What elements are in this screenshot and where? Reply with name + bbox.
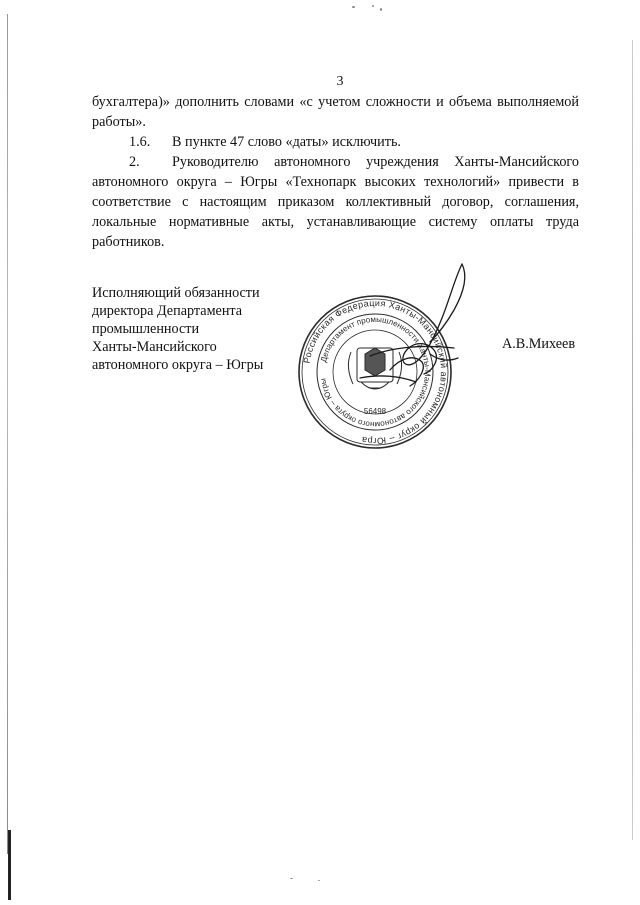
- item-text: Руководителю автономного учреждения Ханты-Мансийского автономного округа – Югры «Технопарк высоких технологий» привести в соответствие с настоящим приказом коллективный договор, соглашения, локальные нормативные акты, устанавливающие систему оплаты труда работников.: [92, 154, 579, 250]
- paragraph-continuation: бухгалтера)» дополнить словами «с учетом сложности и объема выполняемой работы».: [92, 94, 579, 130]
- signatory-position-line: директора Департамента: [92, 303, 243, 319]
- paragraph-item-2: [92, 152, 579, 252]
- signatory-position-line: автономного округа – Югры: [92, 357, 264, 373]
- scan-edge-bar: [8, 830, 11, 900]
- item-number: 2.: [129, 154, 140, 170]
- signatory-position-line: промышленности: [92, 321, 200, 337]
- signer-name: А.В.Михеев: [502, 336, 576, 352]
- signatory-position: [92, 284, 292, 374]
- item-text: В пункте 47 слово «даты» исключить.: [172, 134, 401, 150]
- scan-edge-left: [7, 14, 8, 854]
- scan-speck: [380, 8, 382, 11]
- item-number: 1.6.: [129, 134, 151, 150]
- scan-speck: [372, 5, 374, 7]
- seal-inner-text-path: Департамент промышленности Ханты-Мансийского автономного округа – Югры: [318, 314, 433, 430]
- seal-outer-text-path: Российская Федерация Ханты-Мансийский автономный округ – Югра: [301, 297, 450, 447]
- seal-number: 56498: [363, 407, 387, 416]
- signatory-position-line: Ханты-Мансийского: [92, 339, 217, 355]
- scan-speck: [318, 880, 320, 881]
- scan-speck: [290, 878, 293, 879]
- page-number: 3: [336, 74, 344, 89]
- handwritten-signature: [330, 258, 490, 408]
- signatory-position-line: Исполняющий обязанности: [92, 285, 260, 301]
- scan-edge-right: [632, 40, 633, 840]
- body-text: [92, 92, 579, 252]
- paragraph-item-1-6: [92, 132, 579, 152]
- scan-speck: [352, 6, 355, 8]
